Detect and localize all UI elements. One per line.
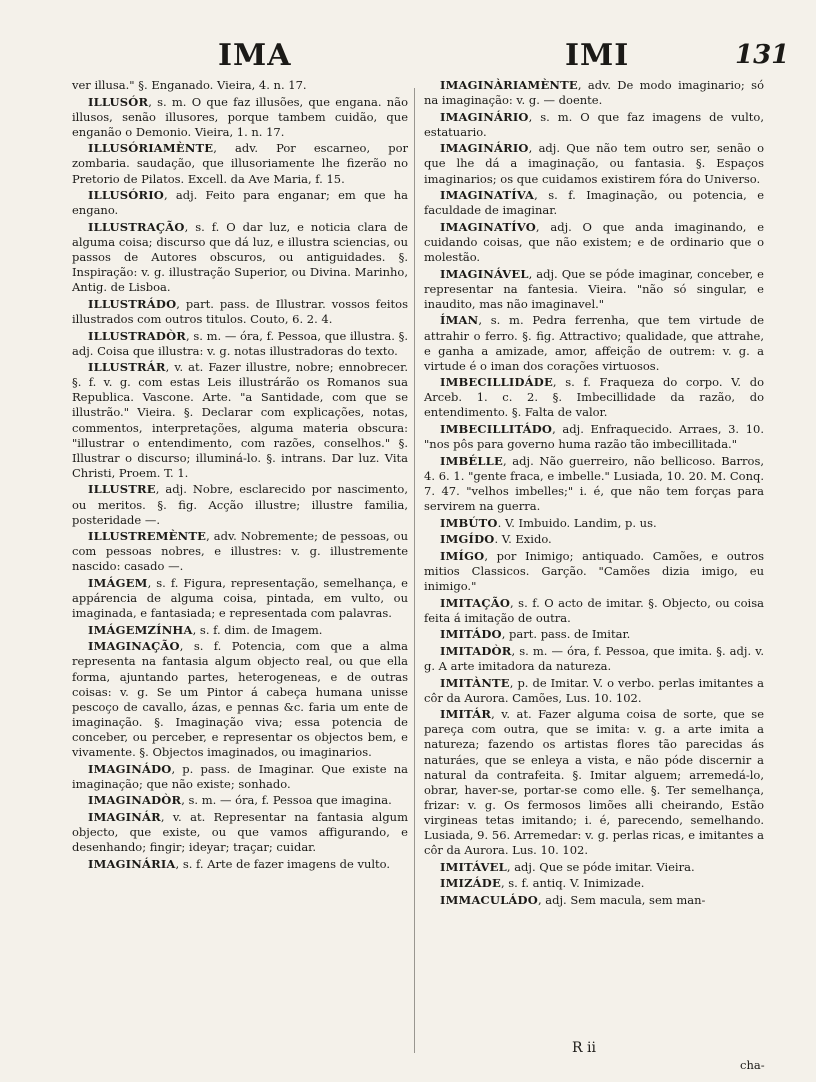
entry-headword: IMITAÇÃO — [440, 595, 511, 610]
dictionary-entry — [424, 644, 764, 674]
entry-definition: , p. de Imitar. V. o verbo. perlas imitantes a côr da Aurora. Camões, Lus. 10. 102. — [424, 675, 764, 705]
entry-headword: IMAGINÁVEL — [440, 266, 529, 281]
entry-definition: . V. Imbuido. Landim, p. us. — [497, 515, 657, 530]
dictionary-entry — [424, 141, 764, 186]
entry-definition: , adv. De modo imaginario; só na imaginação: v. g. — doente. — [424, 78, 764, 108]
catchword: cha- — [740, 1058, 765, 1072]
right-column — [424, 78, 764, 909]
header-left-guide-word: IMA — [218, 38, 292, 73]
dictionary-entry — [72, 188, 408, 218]
entry-definition: , adj. Sem macula, sem man- — [537, 892, 706, 907]
entry-headword: IMIZÁDE — [440, 876, 501, 891]
dictionary-entry — [424, 313, 764, 373]
entry-headword: ILLUSTRÁR — [88, 360, 166, 375]
dictionary-entry — [72, 639, 408, 760]
entry-headword: IMAGINÁR — [88, 809, 161, 824]
entry-definition: , s. m. — óra, f. Pessoa que imagina. — [181, 793, 392, 808]
dictionary-entry — [424, 516, 764, 531]
entry-headword: IMITÀNTE — [440, 675, 510, 690]
entry-headword: IMÁGEM — [88, 576, 148, 590]
dictionary-entry — [424, 893, 764, 908]
dictionary-entry — [72, 297, 408, 327]
dictionary-entry — [72, 78, 408, 93]
entry-headword: IMAGINATÍVA — [440, 188, 535, 203]
dictionary-entry — [72, 529, 408, 574]
entry-headword: ÍMAN — [440, 313, 479, 328]
dictionary-entry — [424, 596, 764, 626]
dictionary-entry — [72, 857, 408, 872]
entry-definition: , adj. Que se póde imaginar, conceber, e representar na fantesia. Vieira. "não só singular, e inaudito, mas não imaginavel." — [424, 266, 764, 311]
entry-definition: , p. pass. de Imaginar. Que existe na imaginação; que não existe; sonhado. — [72, 761, 408, 791]
entry-definition: , s. f. O dar luz, e noticia clara de alguma coisa; discurso que dá luz, e illustra sciencias, ou passos de Autores obscuros, ou antiguidades. §. Inspiração: v. g. illustração Superior, ou Divina. Marinho, Antig. de Lisboa. — [72, 219, 408, 295]
running-header — [0, 38, 816, 78]
dictionary-entry — [72, 329, 408, 359]
entry-definition: , s. f. Figura, representação, semelhança, e appárencia de alguma coisa, pintada, em vulto, ou imaginada, e fantasiada; e representada com palavras. — [72, 576, 408, 621]
entry-definition: , adj. Feito para enganar; em que ha engano. — [72, 188, 408, 218]
entry-headword: IMAGINÁDO — [88, 761, 172, 776]
dictionary-entry — [424, 860, 764, 875]
entry-definition: , v. at. Fazer illustre, nobre; ennobrecer. §. f. v. g. com estas Leis illustrárão os Romanos sua Republica. Vascone. Arte. "a Santidade, com que se illustrão." Vieira. §. Declarar com explicações, notas, commentos, interpretações, alguma materia obscura: "illustrar o entendimento, com razões, conselhos." §. Illustrar o discurso; illuminá-lo. §. intrans. Dar luz. Vita Christi, Proem. T. 1. — [72, 360, 408, 480]
entry-headword: IMAGINÀRIAMÈNTE — [440, 78, 578, 92]
entry-headword: IMÁGEMZÍNHA — [88, 622, 193, 637]
entry-headword: IMBÉLLE — [440, 453, 503, 468]
entry-definition: , s. m. O que faz imagens de vulto, estatuario. — [424, 109, 764, 139]
entry-definition: , s. f. dim. de Imagem. — [192, 622, 323, 637]
entry-headword: IMMACULÁDO — [440, 892, 538, 907]
entry-headword: IMÍGO — [440, 548, 485, 563]
signature-mark: R ii — [572, 1040, 596, 1056]
dictionary-entry — [424, 676, 764, 706]
entry-headword: ILLUSÓR — [88, 94, 149, 109]
entry-definition: , s. m. Pedra ferrenha, que tem virtude de attrahir o ferro. §. fig. Attractivo; qualidade, que attrahe, e ganha a amizade, amor, affeição de outrem: v. g. a virtude é o iman dos corações virtuosos. — [424, 313, 764, 373]
entry-definition: , v. at. Representar na fantasia algum objecto, que existe, ou que vamos affigurando, e desenhando; fingir; ideyar; traçar; cuidar. — [72, 809, 408, 855]
entry-headword: ILLUSTRAÇÃO — [88, 219, 185, 234]
entry-definition: , adj. Enfraquecido. Arraes, 3. 10. "nos pôs para governo huma razão tão imbecillitada." — [424, 422, 764, 452]
dictionary-entry — [72, 141, 408, 186]
entry-definition: , adj. O que anda imaginando, e cuidando coisas, que não existem; e de ordinario que o molestão. — [424, 219, 764, 265]
entry-definition: , adj. Nobre, esclarecido por nascimento, ou meritos. §. fig. Acção illustre; illustre familia, posteridade —. — [72, 482, 408, 527]
entry-definition: , s. f. O acto de imitar. §. Objecto, ou coisa feita á imitação de outra. — [424, 595, 764, 625]
dictionary-entry — [424, 454, 764, 514]
entry-definition: ver illusa." §. Enganado. Vieira, 4. n. 17. — [72, 78, 307, 92]
dictionary-entry — [72, 576, 408, 621]
entry-definition: , adj. Não guerreiro, não bellicoso. Barros, 4. 6. 1. "gente fraca, e imbelle." Lusiada, 10. 20. M. Conq. 7. 47. "velhos imbelles;" i. é, que não tem forças para servirem na guerra. — [424, 453, 764, 514]
dictionary-entry — [72, 623, 408, 638]
dictionary-entry — [424, 267, 764, 312]
entry-headword: IMAGINATÍVO — [440, 219, 536, 234]
entry-headword: IMAGINADÒR — [88, 793, 182, 808]
dictionary-entry — [424, 549, 764, 594]
dictionary-entry — [72, 762, 408, 792]
entry-headword: IMGÍDO — [440, 532, 495, 547]
entry-headword: IMAGINÁRIA — [88, 856, 176, 871]
entry-headword: ILLUSTRE — [88, 482, 156, 497]
dictionary-entry — [424, 78, 764, 108]
entry-headword: ILLUSÓRIAMÈNTE — [88, 141, 214, 156]
entry-definition: , adj. Que não tem outro ser, senão o que lhe dá a imaginação, ou fantasia. §. Espaços imaginarios; os que cuidamos existirem fóra do Universo. — [424, 141, 764, 186]
entry-definition: , part. pass. de Imitar. — [501, 627, 631, 642]
entry-headword: IMBECILLITÁDO — [440, 422, 553, 437]
dictionary-entry — [424, 422, 764, 452]
entry-headword: ILLUSTRÁDO — [88, 296, 177, 311]
dictionary-entry — [424, 188, 764, 218]
entry-headword: IMITÁVEL — [440, 859, 507, 874]
dictionary-entry — [424, 375, 764, 420]
dictionary-entry — [424, 707, 764, 858]
dictionary-entry — [424, 876, 764, 891]
entry-definition: . V. Exido. — [494, 532, 552, 547]
entry-headword: ILLUSÓRIO — [88, 188, 165, 203]
dictionary-entry — [424, 220, 764, 265]
column-divider — [414, 88, 415, 1053]
dictionary-entry — [72, 793, 408, 808]
entry-headword: IMBECILLIDÁDE — [440, 375, 553, 390]
page-number: 131 — [735, 40, 790, 70]
entry-definition: , s. m. — óra, f. Pessoa, que imita. §. adj. v. g. A arte imitadora da natureza. — [424, 643, 764, 673]
entry-definition: , s. f. antiq. V. Inimizade. — [500, 876, 645, 891]
entry-headword: IMBÚTO — [440, 515, 498, 530]
entry-definition: , adv. Por escarneo, por zombaria. saudação, que illusoriamente lhe fizerão no Pretorio de Pilatos. Excell. da Ave Maria, f. 15. — [72, 141, 408, 186]
entry-definition: , s. m. O que faz illusões, que engana. não illusos, senão illusores, porque tambem cuidão, que enganão o Demonio. Vieira, 1. n. 17. — [72, 94, 408, 139]
dictionary-entry — [72, 95, 408, 140]
dictionary-entry — [72, 220, 408, 295]
entry-headword: IMITADÒR — [440, 643, 512, 658]
left-column — [72, 78, 408, 873]
dictionary-entry — [424, 110, 764, 140]
dictionary-entry — [424, 532, 764, 547]
entry-headword: IMITÁR — [440, 707, 492, 722]
entry-definition: , s. f. Fraqueza do corpo. V. do Arceb. 1. c. 2. §. Imbecillidade da razão, do entendimento. §. Falta de valor. — [424, 375, 764, 420]
header-right-guide-word: IMI — [565, 38, 630, 73]
entry-definition: , adj. Que se póde imitar. Vieira. — [506, 859, 695, 874]
dictionary-entry — [72, 482, 408, 527]
dictionary-entry — [424, 627, 764, 642]
entry-definition: , por Inimigo; antiquado. Camões, e outros mitios Classicos. Garção. "Camões dizia imigo, eu inimigo." — [424, 548, 764, 593]
entry-definition: , s. f. Arte de fazer imagens de vulto. — [175, 856, 391, 871]
entry-definition: , adv. Nobremente; de pessoas, ou com pessoas nobres, e illustres: v. g. illustremente nascido: casado —. — [72, 529, 408, 574]
dictionary-entry — [72, 810, 408, 855]
entry-definition: , s. f. Potencia, com que a alma representa na fantasia algum objecto real, ou que ella forma, ajuntando partes, heterogeneas, e de outras coisas: v. g. Se um Pintor á cabeça humana unisse pescoço de cavallo, ázas, e pennas &c. faria um ente de imaginação. §. Imaginação viva; essa potencia de conceber, ou perceber, e representar os objectos bem, e vivamente. §. Objectos imaginados, ou imaginarios. — [72, 639, 408, 760]
entry-definition: , v. at. Fazer alguma coisa de sorte, que se pareça com outra, que se imita: v. g. a arte imita a natureza; fazendo os artistas flores tão parecidas ás naturáes, que se enleya a vista, e não póde discernir a natural da contrafeita. §. Imitar alguem; arremedá-lo, obrar, haver-se, portar-se como elle. §. Ter semelhança, frizar: v. g. Os fermosos limões alli cheirando, Estão virgineas tetas imitando; i. é, parecendo, semelhando. Lusiada, 9. 56. Arremedar: v. g. perlas ricas, e imitantes a côr da Aurora. Lus. 10. 102. — [424, 707, 764, 858]
entry-definition: , part. pass. de Illustrar. vossos feitos illustrados com outros titulos. Couto, 6. 2. 4. — [72, 296, 408, 326]
entry-headword: IMAGINAÇÃO — [88, 639, 180, 654]
entry-headword: IMITÁDO — [440, 627, 502, 642]
entry-headword: ILLUSTRADÒR — [88, 328, 187, 343]
dictionary-entry — [72, 360, 408, 481]
entry-headword: IMAGINÁRIO — [440, 109, 529, 124]
entry-headword: ILLUSTREMÈNTE — [88, 529, 207, 544]
entry-definition: , s. m. — óra, f. Pessoa, que illustra. §. adj. Coisa que illustra: v. g. notas illustradoras do texto. — [72, 328, 408, 358]
entry-definition: , s. f. Imaginação, ou potencia, e faculdade de imaginar. — [424, 188, 764, 218]
entry-headword: IMAGINÁRIO — [440, 141, 529, 156]
